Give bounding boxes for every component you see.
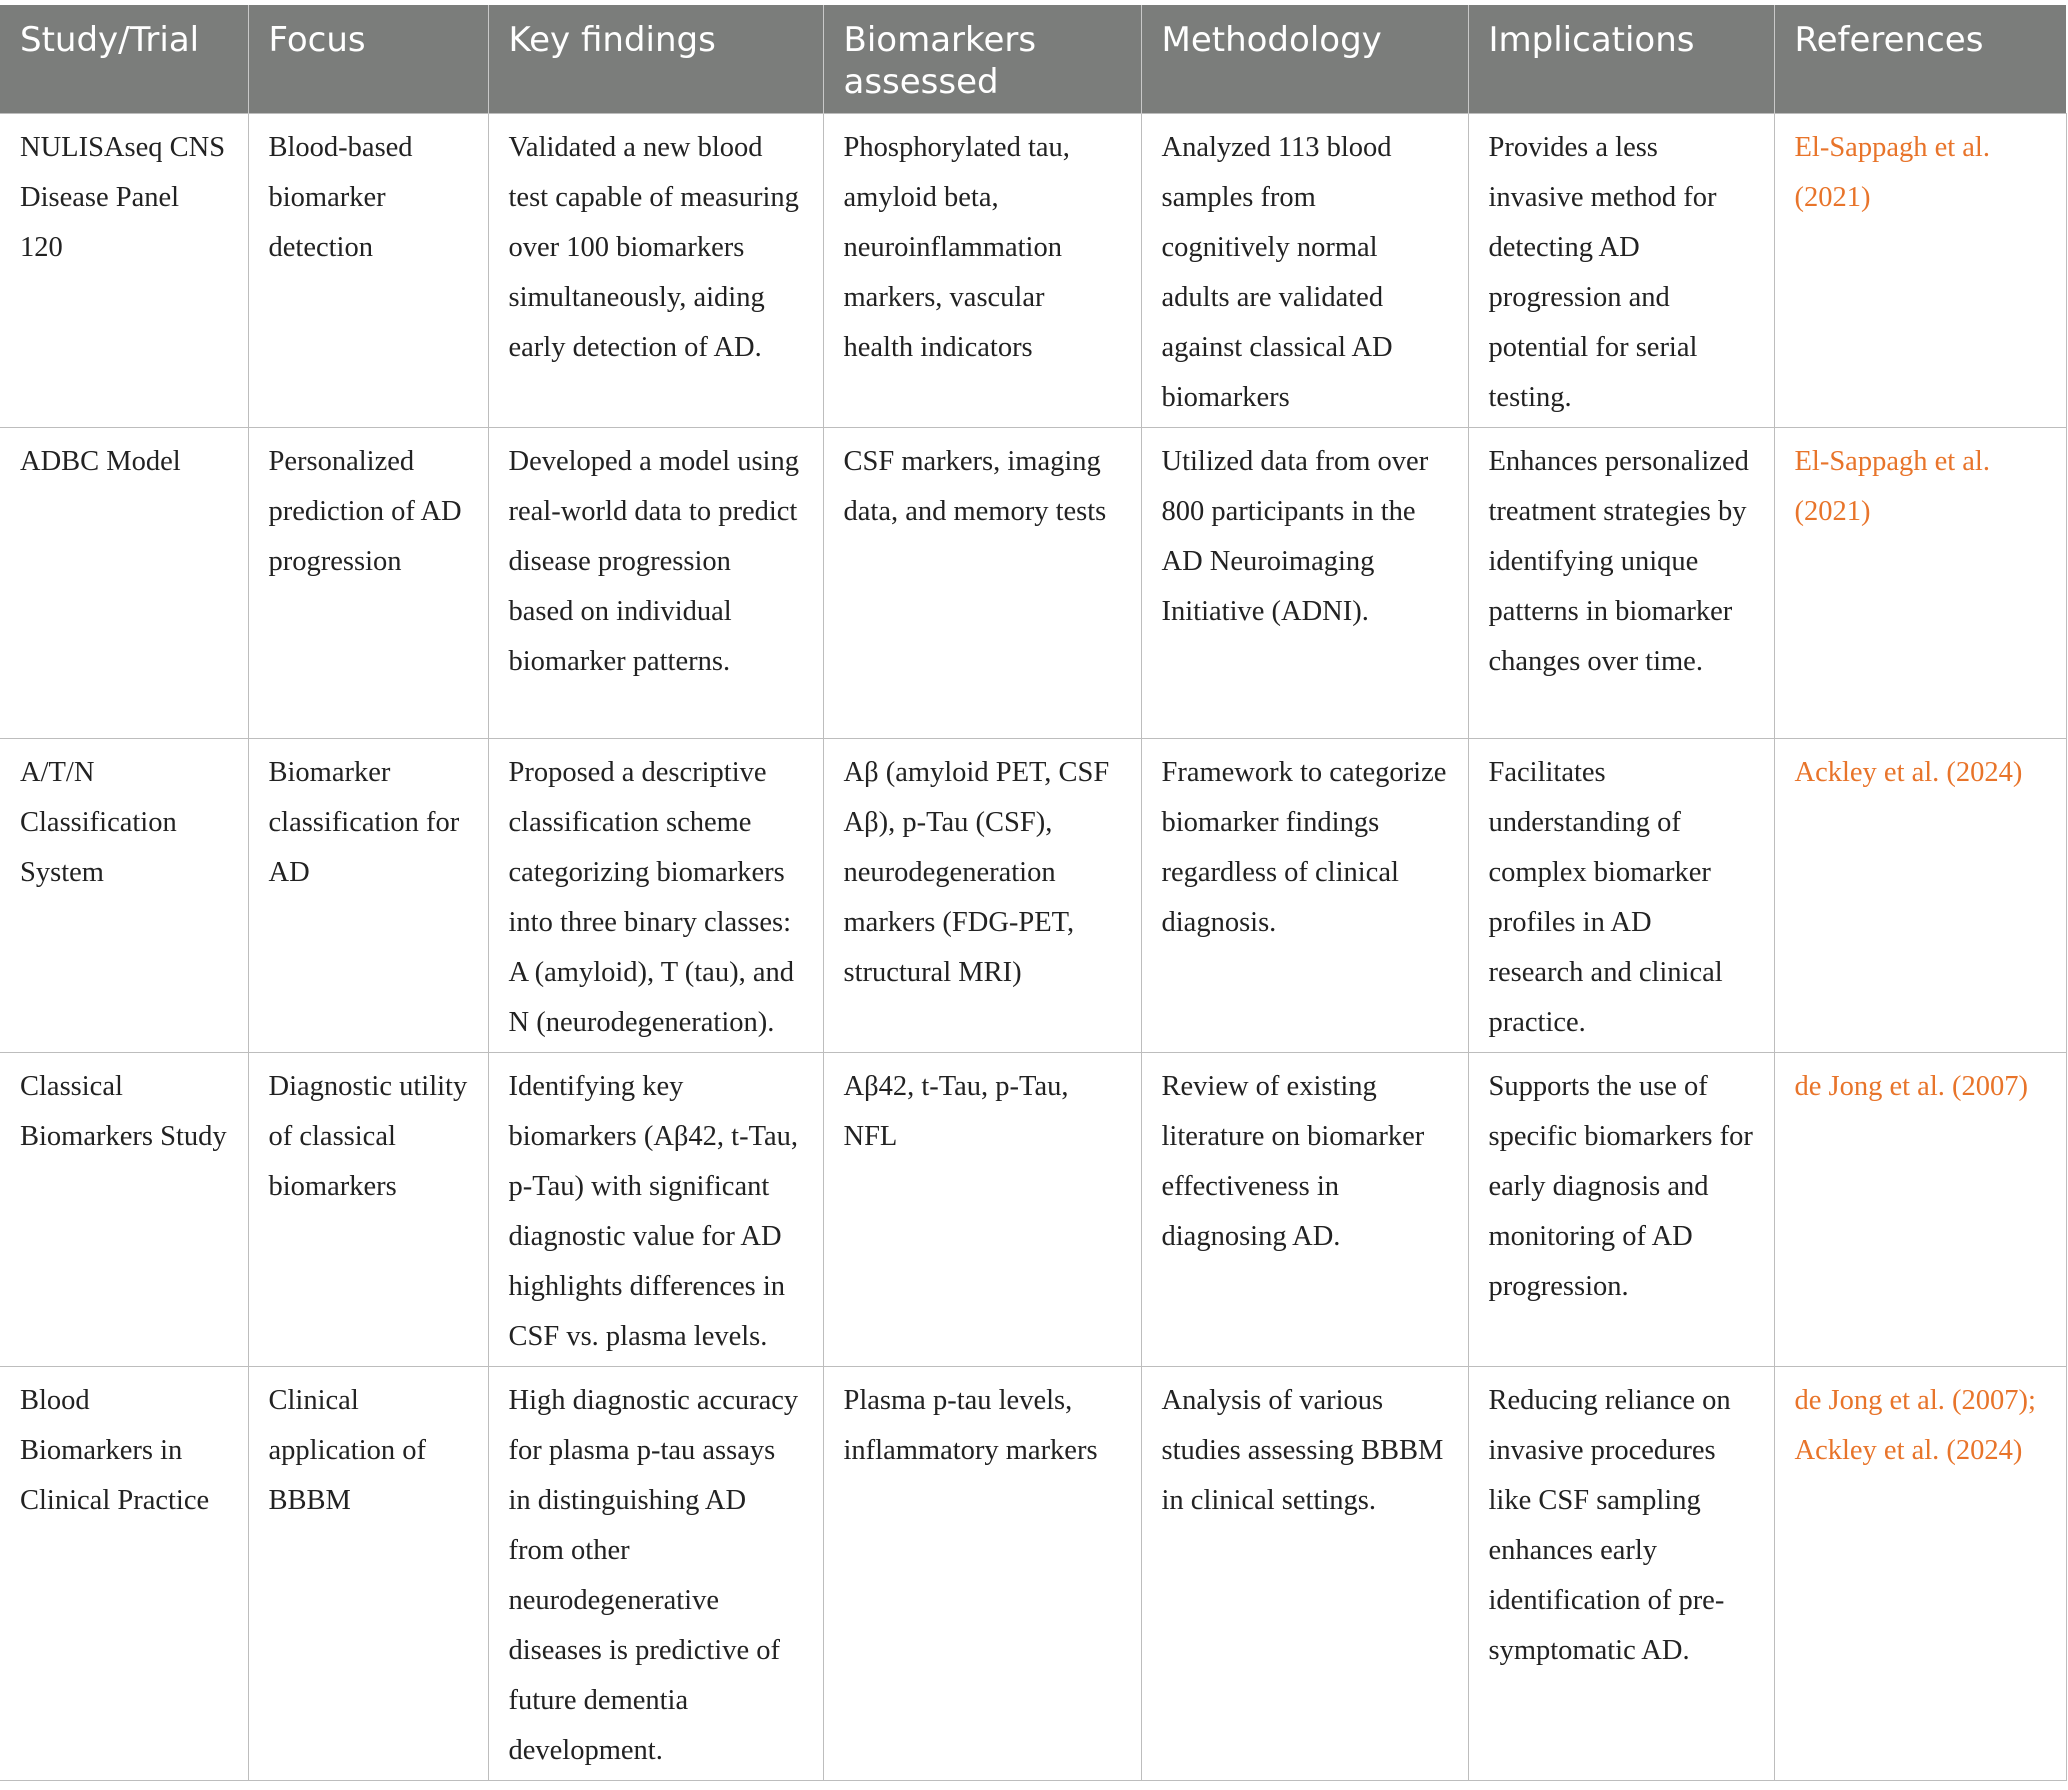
cell-study: ADBC Model [0,428,248,739]
table-body [0,114,2066,1781]
cell-findings: Developed a model using real-world data to predict disease progression based on individual biomarker patterns. [488,428,823,739]
cell-methodology: Analyzed 113 blood samples from cognitively normal adults are validated against classical AD biomarkers [1141,114,1468,428]
cell-findings: Identifying key biomarkers (Aβ42, t-Tau, p-Tau) with significant diagnostic value for AD highlights differences in CSF vs. plasma levels. [488,1053,823,1367]
cell-focus: Clinical application of BBBM [248,1367,488,1781]
header-biomarkers-assessed: Biomarkers assessed [823,5,1141,114]
reference-link[interactable]: de Jong et al. (2007) [1774,1053,2066,1367]
cell-focus: Biomarker classification for AD [248,739,488,1053]
header-row [0,5,2066,114]
cell-findings: Validated a new blood test capable of measuring over 100 biomarkers simultaneously, aiding early detection of AD. [488,114,823,428]
biomarker-studies-table [0,5,2067,1781]
cell-methodology: Framework to categorize biomarker findings regardless of clinical diagnosis. [1141,739,1468,1053]
cell-findings: Proposed a descriptive classification scheme categorizing biomarkers into three binary classes: A (amyloid), T (tau), and N (neurodegeneration). [488,739,823,1053]
cell-biomarkers: Aβ (amyloid PET, CSF Aβ), p-Tau (CSF), neurodegeneration markers (FDG-PET, structural MRI) [823,739,1141,1053]
cell-focus: Personalized prediction of AD progression [248,428,488,739]
biomarker-studies-table-container [0,5,2066,1781]
header-implications: Implications [1468,5,1774,114]
cell-study: NULISAseq CNS Disease Panel 120 [0,114,248,428]
table-row [0,739,2066,1053]
table-row [0,114,2066,428]
cell-findings: High diagnostic accuracy for plasma p-tau assays in distinguishing AD from other neurodegenerative diseases is predictive of future dementia development. [488,1367,823,1781]
cell-implications: Supports the use of specific biomarkers for early diagnosis and monitoring of AD progression. [1468,1053,1774,1367]
reference-link[interactable]: Ackley et al. (2024) [1774,739,2066,1053]
cell-focus: Diagnostic utility of classical biomarkers [248,1053,488,1367]
header-study-trial: Study/Trial [0,5,248,114]
reference-link[interactable]: de Jong et al. (2007); Ackley et al. (2024) [1774,1367,2066,1781]
reference-link[interactable]: El-Sappagh et al. (2021) [1774,428,2066,739]
cell-methodology: Utilized data from over 800 participants in the AD Neuroimaging Initiative (ADNI). [1141,428,1468,739]
cell-implications: Reducing reliance on invasive procedures like CSF sampling enhances early identification of pre-symptomatic AD. [1468,1367,1774,1781]
cell-implications: Provides a less invasive method for detecting AD progression and potential for serial testing. [1468,114,1774,428]
cell-biomarkers: Aβ42, t-Tau, p-Tau, NFL [823,1053,1141,1367]
header-methodology: Methodology [1141,5,1468,114]
cell-methodology: Review of existing literature on biomarker effectiveness in diagnosing AD. [1141,1053,1468,1367]
header-focus: Focus [248,5,488,114]
cell-study: A/T/N Classification System [0,739,248,1053]
cell-focus: Blood-based biomarker detection [248,114,488,428]
table-row [0,1367,2066,1781]
table-row [0,428,2066,739]
cell-implications: Enhances personalized treatment strategies by identifying unique patterns in biomarker changes over time. [1468,428,1774,739]
header-references: References [1774,5,2066,114]
reference-link[interactable]: El-Sappagh et al. (2021) [1774,114,2066,428]
cell-study: Blood Biomarkers in Clinical Practice [0,1367,248,1781]
cell-implications: Facilitates understanding of complex biomarker profiles in AD research and clinical practice. [1468,739,1774,1053]
table-header [0,5,2066,114]
cell-biomarkers: Phosphorylated tau, amyloid beta, neuroinflammation markers, vascular health indicators [823,114,1141,428]
cell-biomarkers: Plasma p-tau levels, inflammatory markers [823,1367,1141,1781]
cell-biomarkers: CSF markers, imaging data, and memory tests [823,428,1141,739]
cell-methodology: Analysis of various studies assessing BBBM in clinical settings. [1141,1367,1468,1781]
cell-study: Classical Biomarkers Study [0,1053,248,1367]
header-key-findings: Key findings [488,5,823,114]
table-row [0,1053,2066,1367]
